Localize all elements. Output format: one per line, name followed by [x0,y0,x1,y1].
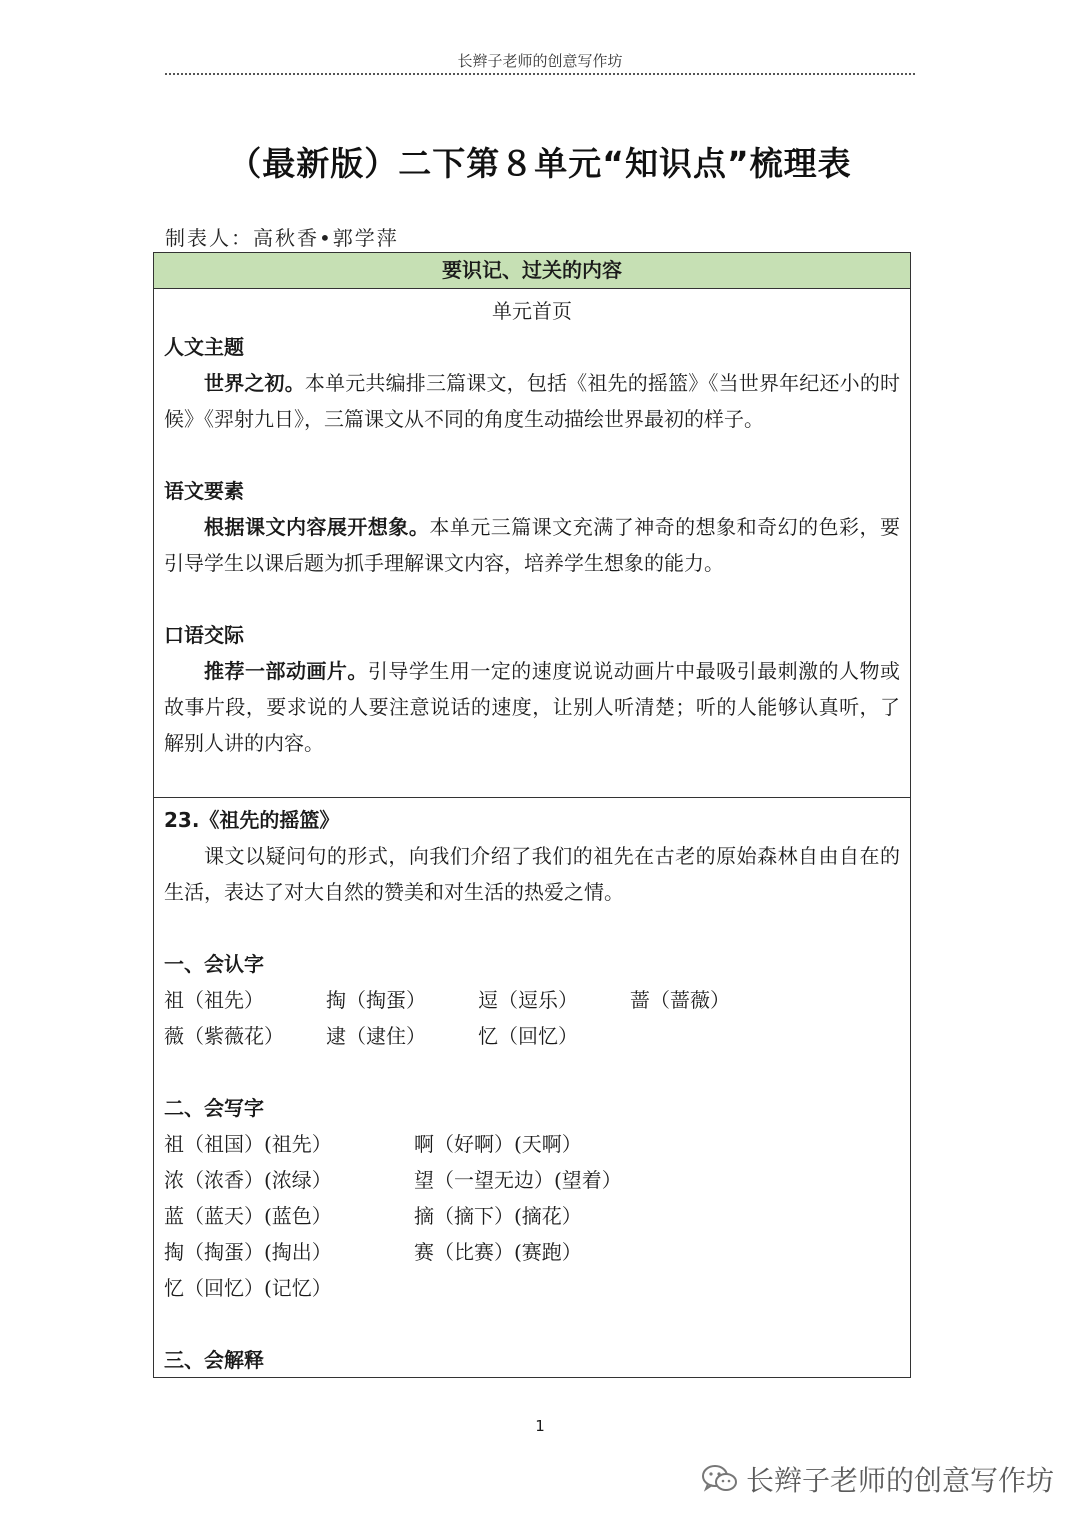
write-item: 蓝（蓝天）(蓝色） [164,1204,332,1228]
section-lead: 推荐一部动画片。 [204,659,368,683]
document-title: （最新版）二下第８单元“知识点”梳理表 [228,144,852,183]
write-item: 赛（比赛）(赛跑） [414,1240,582,1264]
spacer [164,437,900,473]
recognize-item: 薇（紫薇花） [164,1024,284,1048]
section-heading: 人文主题 [164,335,244,359]
header-divider [165,73,915,75]
recognize-heading: 一、会认字 [164,952,264,976]
write-item: 摘（摘下）(摘花） [414,1204,582,1228]
page-number: 1 [535,1417,545,1435]
write-item: 啊（好啊）(天啊） [414,1132,582,1156]
section-lead: 世界之初。 [204,371,305,395]
spacer [164,581,900,617]
recognize-item: 逮（逮住） [326,1024,426,1048]
section-text: 引导学生用一定的速度说说动画片中最吸引最刺激的人物或故事片段，要求说的人要注意说话的速度，让别人听清楚；听的人能够认真听，了解别人讲的内容。 [164,659,901,755]
running-header: 长辫子老师的创意写作坊 [457,52,623,70]
unit-home-cell [154,289,910,798]
write-item: 忆（回忆）(记忆） [164,1276,332,1300]
write-heading: 二、会写字 [164,1096,264,1120]
lesson-cell [154,798,910,1377]
section-paragraph [164,509,900,581]
section-text: 本单元三篇课文充满了神奇的想象和奇幻的色彩，要引导学生以课后题为抓手理解课文内容，培养学生想象的能力。 [164,515,901,575]
section-heading: 语文要素 [164,479,244,503]
write-item: 望（一望无边）(望着） [414,1168,622,1192]
section-paragraph [164,653,900,761]
section-heading: 口语交际 [164,623,244,647]
lesson-summary: 课文以疑问句的形式，向我们介绍了我们的祖先在古老的原始森林自由自在的生活，表达了对大自然的赞美和对生活的热爱之情。 [164,844,900,904]
recognize-item: 忆（回忆） [478,1024,578,1048]
recognize-item: 祖（祖先） [164,988,264,1012]
knowledge-table [153,252,911,1378]
recognize-item: 掏（掏蛋） [326,988,426,1012]
author-line: 制表人：高秋香•郭学萍 [165,226,399,250]
watermark-text: 长辫子老师的创意写作坊 [746,1464,1055,1497]
write-item: 掏（掏蛋）(掏出） [164,1240,332,1264]
spacer [164,1306,900,1342]
section-paragraph [164,365,900,437]
table-header: 要识记、过关的内容 [154,253,910,289]
spacer [164,910,900,946]
unit-home-title: 单元首页 [492,299,572,323]
recognize-list [164,982,900,1054]
write-item: 浓（浓香）(浓绿） [164,1168,332,1192]
write-list [164,1126,900,1306]
recognize-item: 蔷（蔷薇） [630,988,730,1012]
lesson-title: 23.《祖先的摇篮》 [164,808,340,832]
recognize-item: 逗（逗乐） [478,988,578,1012]
section-text: 本单元共编排三篇课文，包括《祖先的摇篮》《当世界年纪还小的时候》《羿射九日》，三篇课文从不同的角度生动描绘世界最初的样子。 [164,371,901,431]
write-item: 祖（祖国）(祖先） [164,1132,332,1156]
explain-heading: 三、会解释 [164,1348,264,1372]
section-lead: 根据课文内容展开想象。 [204,515,430,539]
spacer [164,1054,900,1090]
watermark [700,1457,1054,1501]
wechat-icon [700,1463,740,1495]
